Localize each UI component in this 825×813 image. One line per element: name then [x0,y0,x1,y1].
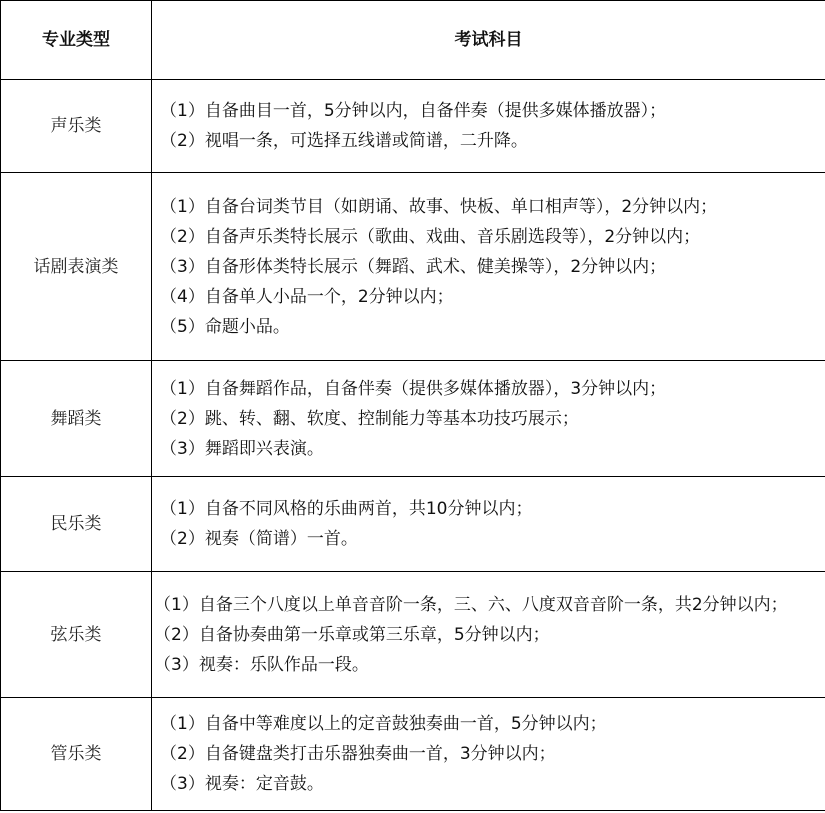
requirement-line: （1）自备不同风格的乐曲两首，共10分钟以内； [160,499,533,519]
requirement-line: （2）自备键盘类打击乐器独奏曲一首，3分钟以内； [160,744,556,764]
requirement-line: （3）视奏：乐队作品一段。 [154,654,369,675]
category-cell: 管乐类 [1,698,152,811]
requirements-cell [152,361,825,477]
category-cell: 民乐类 [1,477,152,572]
requirement-line: （2）跳、转、翻、软度、控制能力等基本功技巧展示； [160,408,579,429]
requirement-line: （3）舞蹈即兴表演。 [160,438,324,459]
table-header-row [1,1,825,80]
requirements-cell [152,698,825,811]
table-row [1,361,825,477]
requirements-cell [152,173,825,361]
requirement-line: （4）自备单人小品一个，2分钟以内； [160,286,454,307]
requirement-line: （2）视奏（简谱）一首。 [160,529,358,549]
category-cell: 话剧表演类 [1,173,152,361]
category-cell: 弦乐类 [1,572,152,698]
requirement-line: （2）自备协奏曲第一乐章或第三乐章，5分钟以内； [154,624,550,645]
requirement-line: （2）自备声乐类特长展示（歌曲、戏曲、音乐剧选段等），2分钟以内； [160,226,701,247]
table-row [1,698,825,811]
table-row [1,477,825,572]
header-requirements: 考试科目 [152,1,825,80]
requirement-line: （1）自备舞蹈作品，自备伴奏（提供多媒体播放器），3分钟以内； [160,378,667,399]
table-row [1,173,825,361]
requirements-cell [152,477,825,572]
requirement-line: （1）自备台词类节目（如朗诵、故事、快板、单口相声等），2分钟以内； [160,196,718,217]
requirement-line: （2）视唱一条，可选择五线谱或简谱，二升降。 [160,131,528,151]
header-category: 专业类型 [1,1,152,80]
table-row [1,572,825,698]
requirement-line: （3）视奏：定音鼓。 [160,774,324,794]
requirement-line: （5）命题小品。 [160,316,290,337]
requirement-line: （1）自备曲目一首，5分钟以内，自备伴奏（提供多媒体播放器）； [160,101,667,121]
requirements-cell [152,572,825,698]
category-cell: 声乐类 [1,80,152,173]
requirement-line: （3）自备形体类特长展示（舞蹈、武术、健美操等），2分钟以内； [160,256,667,277]
requirements-cell [152,80,825,173]
requirement-line: （1）自备中等难度以上的定音鼓独奏曲一首，5分钟以内； [160,714,607,734]
category-cell: 舞蹈类 [1,361,152,477]
table-row [1,80,825,173]
requirement-line: （1）自备三个八度以上单音音阶一条，三、六、八度双音音阶一条，共2分钟以内； [154,594,788,615]
